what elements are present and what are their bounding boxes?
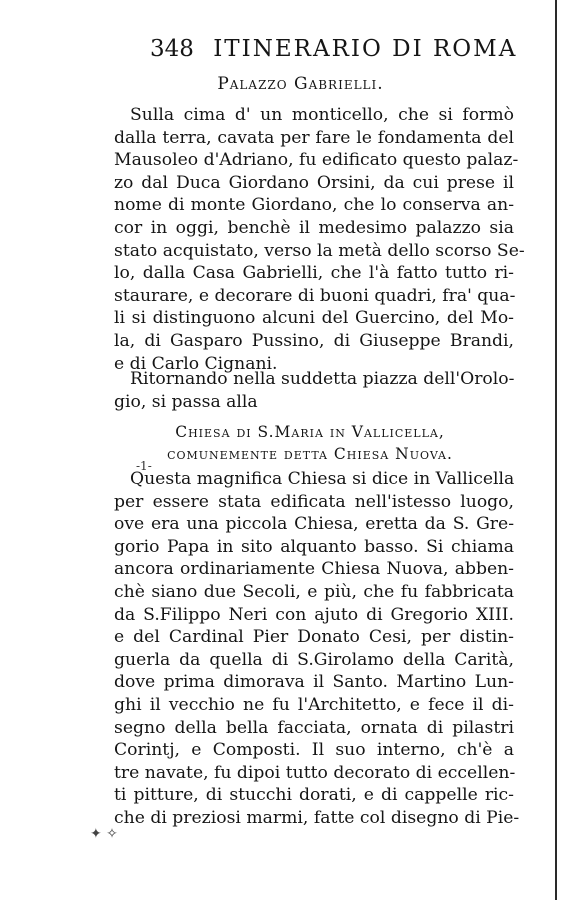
text-line: la, di Gasparo Pussino, di Giuseppe Brandi, — [114, 330, 514, 351]
text-line: nome di monte Giordano, che lo conserva an- — [114, 195, 514, 216]
text-line: Questa magnifica Chiesa si dice in Vallicella — [130, 469, 515, 489]
text-line: staurare, e decorare di buoni quadri, fra' qua- — [114, 285, 516, 306]
page-number: 348 — [150, 36, 194, 62]
text-line: ti pitture, di stucchi dorati, e di cappelle ric- — [114, 785, 514, 806]
paragraph-chiesa — [114, 468, 520, 830]
section-heading-palazzo: Palazzo Gabrielli. — [217, 74, 384, 94]
margin-ornament: ✦ ✧ — [90, 826, 118, 842]
text-line: Corintj, e Composti. Il suo interno, ch'è a — [114, 740, 514, 761]
text-line: Ritornando nella suddetta piazza dell'Orolo- — [130, 369, 515, 389]
margin-mark: -1- — [136, 459, 152, 473]
section-subheading-chiesa: comunemente detta Chiesa Nuova. — [167, 445, 453, 463]
text-line: che di preziosi marmi, fatte col disegno di Pie- — [114, 807, 520, 828]
page-edge — [555, 0, 557, 900]
paragraph-palazzo — [114, 104, 525, 375]
text-line: gio, si passa alla — [114, 391, 258, 412]
text-line: ghi il vecchio ne fu l'Architetto, e fece il di- — [114, 694, 514, 715]
text-line: ancora ordinariamente Chiesa Nuova, abben- — [114, 559, 514, 580]
text-line: cor in oggi, benchè il medesimo palazzo sia — [114, 217, 514, 238]
text-line: e di Carlo Cignani. — [114, 353, 278, 374]
paragraph-ritornando — [114, 368, 514, 413]
text-line: chè siano due Secoli, e più, che fu fabbricata — [114, 581, 514, 602]
text-line: li si distinguono alcuni del Guercino, del Mo- — [114, 308, 514, 329]
text-line: segno della bella facciata, ornata di pilastri — [114, 717, 514, 738]
running-header — [150, 36, 530, 62]
text-line: per essere stata edificata nell'istesso luogo, — [114, 491, 514, 512]
text-line: dove prima dimorava il Santo. Martino Lun- — [114, 672, 514, 693]
text-line: ove era una piccola Chiesa, eretta da S. Gre- — [114, 514, 514, 535]
section-heading-chiesa: Chiesa di S.Maria in Vallicella, — [175, 423, 445, 441]
text-line: dalla terra, cavata per fare le fondamenta del — [114, 127, 514, 148]
text-line: tre navate, fu dipoi tutto decorato di eccellen- — [114, 762, 516, 783]
text-line: e del Cardinal Pier Donato Cesi, per distin- — [114, 627, 514, 648]
text-line: guerla da quella di S.Girolamo della Carità, — [114, 649, 514, 670]
text-line: stato acquistato, verso la metà dello scorso Se- — [114, 240, 525, 261]
text-line: Sulla cima d' un monticello, che si formò — [130, 105, 514, 125]
text-line: da S.Filippo Neri con ajuto di Gregorio XIII. — [114, 604, 514, 625]
text-line: zo dal Duca Giordano Orsini, da cui prese il — [114, 172, 514, 193]
text-line: gorio Papa in sito alquanto basso. Si chiama — [114, 536, 514, 557]
text-line: Mausoleo d'Adriano, fu edificato questo palaz- — [114, 150, 519, 171]
running-title: ITINERARIO DI ROMA — [213, 36, 518, 62]
text-line: lo, dalla Casa Gabrielli, che l'à fatto tutto ri- — [114, 263, 514, 284]
